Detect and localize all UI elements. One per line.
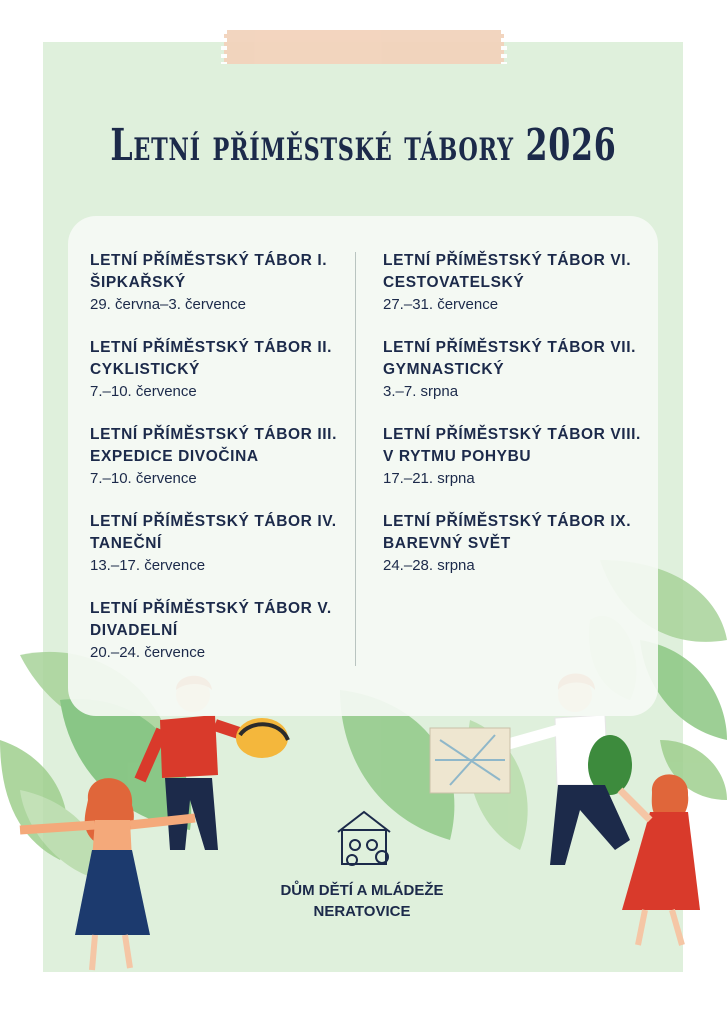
page-title: Letní příměstské tábory 2026 (110, 120, 617, 171)
camp-date: 29. června–3. července (90, 296, 246, 313)
organization-name-line1: DŮM DĚTÍ A MLÁDEŽE (280, 882, 444, 899)
organization-logo-text (262, 880, 462, 922)
camp-name: LETNÍ PŘÍMĚSTSKÝ TÁBOR IX. BAREVNÝ SVĚT (383, 513, 632, 552)
camp-item (383, 511, 653, 577)
camp-name: LETNÍ PŘÍMĚSTSKÝ TÁBOR I. ŠIPKAŘSKÝ (90, 252, 328, 291)
camp-date: 3.–7. srpna (383, 383, 459, 400)
camp-date: 27.–31. července (383, 296, 499, 313)
girl-in-red-dress-figure (620, 774, 700, 945)
camp-date: 24.–28. srpna (383, 557, 475, 574)
camp-item (383, 250, 653, 316)
camp-date: 7.–10. července (90, 383, 197, 400)
camp-name: LETNÍ PŘÍMĚSTSKÝ TÁBOR IV. TANEČNÍ (90, 513, 337, 552)
camp-item (383, 424, 653, 490)
camp-name: LETNÍ PŘÍMĚSTSKÝ TÁBOR III. EXPEDICE DIVOČINA (90, 426, 337, 465)
camp-item (90, 424, 360, 490)
camp-list-right (383, 250, 653, 598)
house-with-children-icon (338, 812, 390, 865)
camp-item (90, 598, 360, 664)
camp-name: LETNÍ PŘÍMĚSTSKÝ TÁBOR VII. GYMNASTICKÝ (383, 339, 637, 378)
camp-date: 13.–17. července (90, 557, 206, 574)
camp-name: LETNÍ PŘÍMĚSTSKÝ TÁBOR VI. CESTOVATELSKÝ (383, 252, 632, 291)
camp-date: 17.–21. srpna (383, 470, 475, 487)
camp-date: 7.–10. července (90, 470, 197, 487)
camp-item (90, 511, 360, 577)
organization-name-line2: NERATOVICE (313, 903, 411, 920)
camp-name: LETNÍ PŘÍMĚSTSKÝ TÁBOR V. DIVADELNÍ (90, 600, 332, 639)
camp-item (90, 337, 360, 403)
camp-item (90, 250, 360, 316)
camp-name: LETNÍ PŘÍMĚSTSKÝ TÁBOR VIII. V RYTMU POHYBU (383, 426, 641, 465)
camp-list-left (90, 250, 360, 685)
camp-date: 20.–24. července (90, 644, 206, 661)
camp-item (383, 337, 653, 403)
camp-name: LETNÍ PŘÍMĚSTSKÝ TÁBOR II. CYKLISTICKÝ (90, 339, 333, 378)
